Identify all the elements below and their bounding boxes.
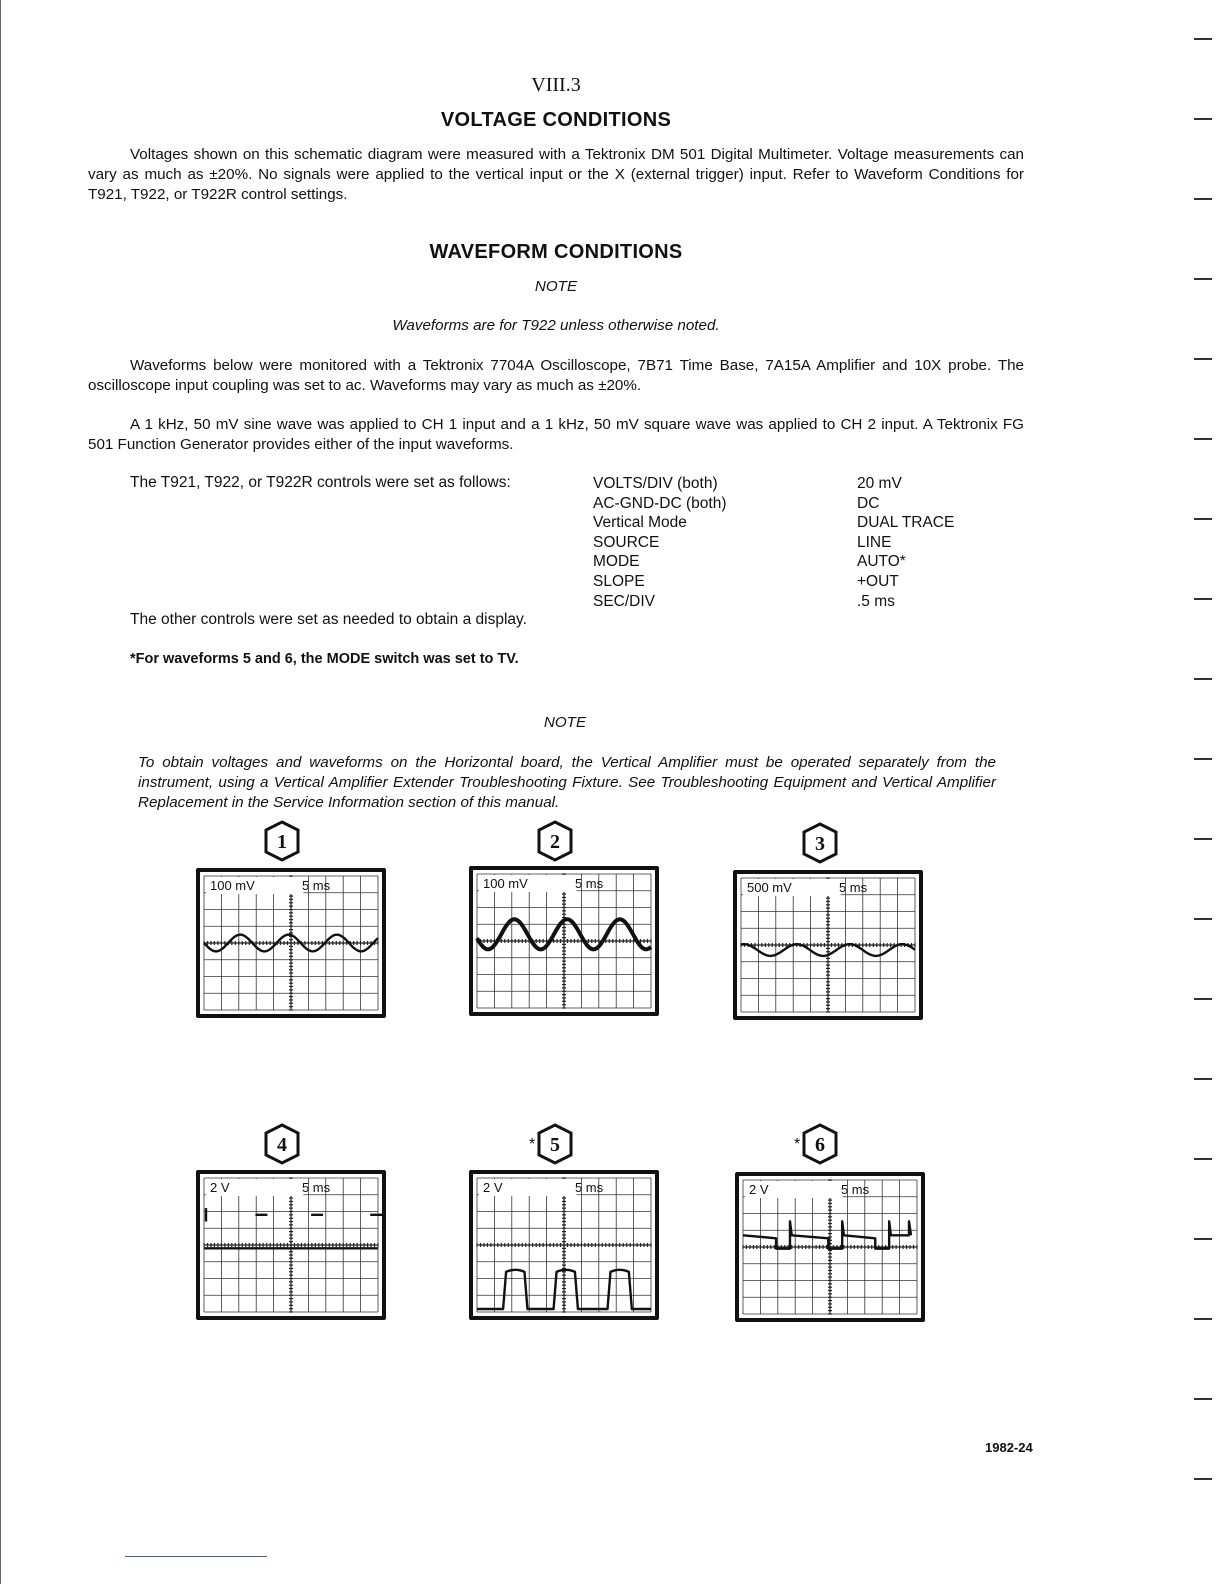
controls-intro: The T921, T922, or T922R controls were set as follows: — [130, 474, 511, 491]
waveform-star: * — [794, 1136, 801, 1153]
scope-time-label: 5 ms — [574, 876, 604, 891]
scope-time-label: 5 ms — [840, 1182, 870, 1197]
voltage-conditions-title: VOLTAGE CONDITIONS — [440, 109, 672, 131]
control-name: SLOPE — [593, 572, 645, 590]
waveform-conditions-title: WAVEFORM CONDITIONS — [429, 241, 683, 263]
scope-volts-label: 2 V — [483, 1180, 503, 1195]
scope-volts-label: 100 mV — [210, 878, 255, 893]
scope-volts-label: 500 mV — [747, 880, 792, 895]
scope-time-label: 5 ms — [838, 880, 868, 895]
controls-names — [593, 474, 726, 611]
note2-text: To obtain voltages and waveforms on the Horizontal board, the Vertical Amplifier must be operated separately from the instrument, using a Vertical Amplifier Extender Troubleshooting Fixture. See Troubleshooting Equipment and Vertical Amplifier Replacement in the Service Information section of this manual. — [138, 754, 996, 811]
waveform-number-6 — [794, 1123, 854, 1170]
control-value: .5 ms — [857, 592, 895, 610]
input-paragraph: A 1 kHz, 50 mV sine wave was applied to CH 1 input and a 1 kHz, 50 mV square wave was applied to CH 2 input. A Tektronix FG 501 Function Generator provides either of the input waveforms. — [88, 416, 1024, 453]
oscilloscope-display-1 — [196, 868, 386, 1018]
waveform-number-label: 6 — [815, 1134, 825, 1156]
other-controls-text: The other controls were set as needed to obtain a display. — [130, 611, 527, 628]
oscilloscope-display-5 — [469, 1170, 659, 1320]
scope-volts-label: 2 V — [210, 1180, 230, 1195]
control-name: MODE — [593, 553, 640, 571]
waveform-number-label: 1 — [277, 831, 287, 853]
scope-volts-label: 100 mV — [483, 876, 528, 891]
waveform-number-label: 3 — [815, 833, 825, 855]
control-value: 20 mV — [857, 475, 902, 492]
waveform-number-5 — [529, 1123, 589, 1170]
oscilloscope-display-2 — [469, 866, 659, 1016]
scope-time-label: 5 ms — [301, 878, 331, 893]
control-name: VOLTS/DIV (both) — [593, 475, 718, 492]
waveform-number-2 — [529, 820, 589, 867]
oscilloscope-display-3 — [733, 870, 923, 1020]
monitor-paragraph: Waveforms below were monitored with a Tektronix 7704A Oscilloscope, 7B71 Time Base, 7A15A Amplifier and 10X probe. The oscilloscope input coupling was set to ac. Waveforms may vary as much as ±20%. — [88, 357, 1024, 394]
voltage-conditions-paragraph: Voltages shown on this schematic diagram were measured with a Tektronix DM 501 Digital Multimeter. Voltage measurements can vary as much as ±20%. No signals were applied to the vertical input or the X (external trigger) input. Refer to Waveform Conditions for T921, T922, or T922R control settings. — [88, 146, 1024, 203]
waveform-star: * — [529, 1136, 536, 1153]
waveform-number-3 — [794, 822, 854, 869]
waveform-number-4 — [256, 1123, 316, 1170]
control-value: AUTO* — [857, 553, 906, 571]
scope-time-label: 5 ms — [301, 1180, 331, 1195]
left-margin-line — [0, 0, 1, 1584]
bottom-rule — [125, 1556, 267, 1557]
control-name: SOURCE — [593, 533, 660, 551]
control-name: AC-GND-DC (both) — [593, 494, 727, 512]
control-name: Vertical Mode — [593, 514, 687, 532]
waveform-number-label: 2 — [550, 831, 560, 853]
oscilloscope-display-6 — [735, 1172, 925, 1322]
scope-time-label: 5 ms — [574, 1180, 604, 1195]
waveform-number-label: 5 — [550, 1134, 560, 1156]
note2-label: NOTE — [543, 714, 587, 731]
scope-volts-label: 2 V — [749, 1182, 769, 1197]
control-name: SEC/DIV — [593, 592, 656, 610]
waveform-number-label: 4 — [277, 1134, 287, 1156]
mode-footnote: *For waveforms 5 and 6, the MODE switch was set to TV. — [130, 651, 519, 667]
control-value: DC — [857, 494, 880, 512]
control-value: LINE — [857, 533, 892, 551]
page-number: VIII.3 — [531, 74, 581, 96]
controls-values — [857, 474, 954, 611]
oscilloscope-display-4 — [196, 1170, 386, 1320]
waveform-number-1 — [256, 820, 316, 867]
note-label: NOTE — [534, 278, 578, 295]
control-value: +OUT — [857, 572, 899, 590]
note-text: Waveforms are for T922 unless otherwise noted. — [392, 317, 720, 334]
figure-id: 1982-24 — [985, 1440, 1033, 1455]
control-value: DUAL TRACE — [857, 514, 955, 532]
